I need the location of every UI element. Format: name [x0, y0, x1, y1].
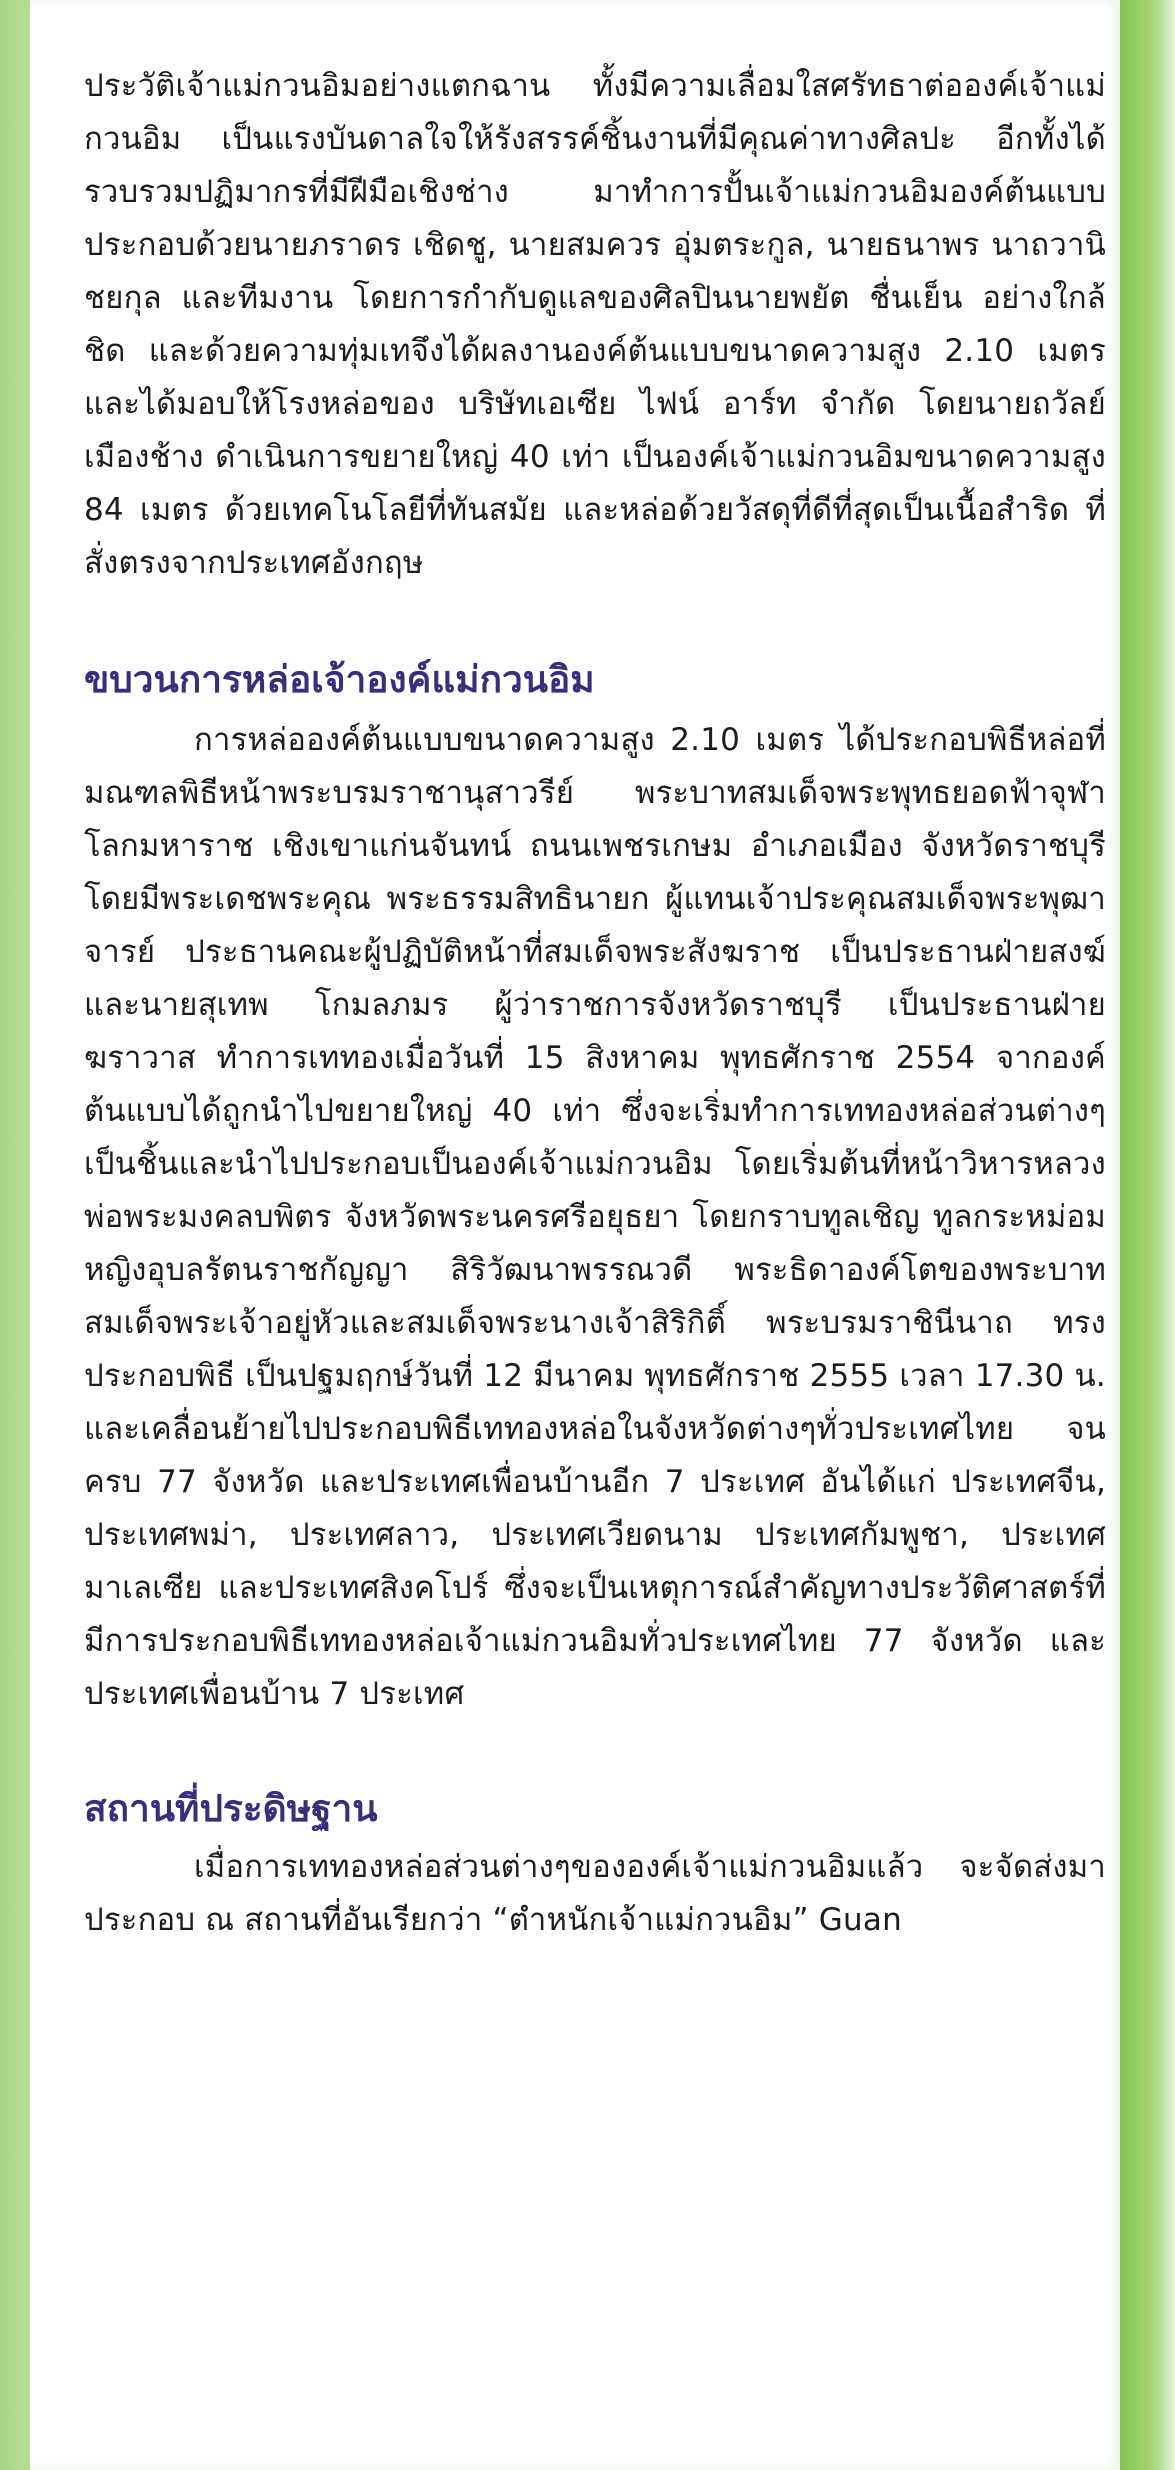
intro-paragraph: ประวัติเจ้าแม่กวนอิมอย่างแตกฉาน ทั้งมีความเลื่อมใสศรัทธาต่อองค์เจ้าแม่กวนอิม เป็นแรงบันดาลใจให้รังสรรค์ชิ้นงานที่มีคุณค่าทางศิลปะ อีกทั้งได้รวบรวมปฏิมากรที่มีฝีมือเชิงช่าง มาทำการปั้นเจ้าแม่กวนอิมองค์ต้นแบบ ประกอบด้วยนายภราดร เชิดชู, นายสมควร อุ่มตระกูล, นายธนาพร นาถวานิชยกุล และทีมงาน โดยการกำกับดูแลของศิลปินนายพยัต ชื่นเย็น อย่างใกล้ชิด และด้วยความทุ่มเทจึงได้ผลงานองค์ต้นแบบขนาดความสูง 2.10 เมตร และได้มอบให้โรงหล่อของ บริษัทเอเซีย ไฟน์ อาร์ท จำกัด โดยนายถวัลย์ เมืองช้าง ดำเนินการขยายใหญ่ 40 เท่า เป็นองค์เจ้าแม่กวนอิมขนาดความสูง 84 เมตร ด้วยเทคโนโลยีที่ทันสมัย และหล่อด้วยวัสดุที่ดีที่สุดเป็นเนื้อสำริด ที่สั่งตรงจากประเทศอังกฤษ	[84, 68, 1106, 581]
document-page	[30, 0, 1120, 2470]
location-heading: สถานที่ประดิษฐาน	[84, 1787, 378, 1830]
document-content	[84, 60, 1106, 1947]
green-side-edge	[1157, 0, 1175, 2470]
casting-paragraph: การหล่อองค์ต้นแบบขนาดความสูง 2.10 เมตร ได้ประกอบพิธีหล่อที่มณฑลพิธีหน้าพระบรมราชานุสาวรีย์ พระบาทสมเด็จพระพุทธยอดฟ้าจุฬาโลกมหาราช เชิงเขาแก่นจันทน์ ถนนเพชรเกษม อำเภอเมือง จังหวัดราชบุรี โดยมีพระเดชพระคุณ พระธรรมสิทธินายก ผู้แทนเจ้าประคุณสมเด็จพระพุฒาจารย์ ประธานคณะผู้ปฏิบัติหน้าที่สมเด็จพระสังฆราช เป็นประธานฝ่ายสงฆ์ และนายสุเทพ โกมลภมร ผู้ว่าราชการจังหวัดราชบุรี เป็นประธานฝ่ายฆราวาส ทำการเททองเมื่อวันที่ 15 สิงหาคม พุทธศักราช 2554 จากองค์ต้นแบบได้ถูกนำไปขยายใหญ่ 40 เท่า ซึ่งจะเริ่มทำการเททองหล่อส่วนต่างๆเป็นชิ้นและนำไปประกอบเป็นองค์เจ้าแม่กวนอิม โดยเริ่มต้นที่หน้าวิหารหลวงพ่อพระมงคลบพิตร จังหวัดพระนครศรีอยุธยา โดยกราบทูลเชิญ ทูลกระหม่อมหญิงอุบลรัตนราชกัญญา สิริวัฒนาพรรณวดี พระธิดาองค์โตของพระบาทสมเด็จพระเจ้าอยู่หัวและสมเด็จพระนางเจ้าสิริกิติ์ พระบรมราชินีนาถ ทรงประกอบพิธี เป็นปฐมฤกษ์วันที่ 12 มีนาคม พุทธศักราช 2555 เวลา 17.30 น. และเคลื่อนย้ายไปประกอบพิธีเททองหล่อในจังหวัดต่างๆทั่วประเทศไทย จนครบ 77 จังหวัด และประเทศเพื่อนบ้านอีก 7 ประเทศ อันได้แก่ ประเทศจีน, ประเทศพม่า, ประเทศลาว, ประเทศเวียดนาม ประเทศกัมพูชา, ประเทศมาเลเซีย และประเทศสิงคโปร์ ซึ่งจะเป็นเหตุการณ์สำคัญทางประวัติศาสตร์ที่มีการประกอบพิธีเททองหล่อเจ้าแม่กวนอิมทั่วประเทศไทย 77 จังหวัด และประเทศเพื่อนบ้าน 7 ประเทศ	[84, 722, 1106, 1712]
location-paragraph: เมื่อการเททองหล่อส่วนต่างๆขององค์เจ้าแม่กวนอิมแล้ว จะจัดส่งมาประกอบ ณ สถานที่อันเรียกว่า “ตำหนักเจ้าแม่กวนอิม” Guan	[84, 1849, 1106, 1938]
casting-heading: ขบวนการหล่อเจ้าองค์แม่กวนอิม	[84, 658, 595, 701]
